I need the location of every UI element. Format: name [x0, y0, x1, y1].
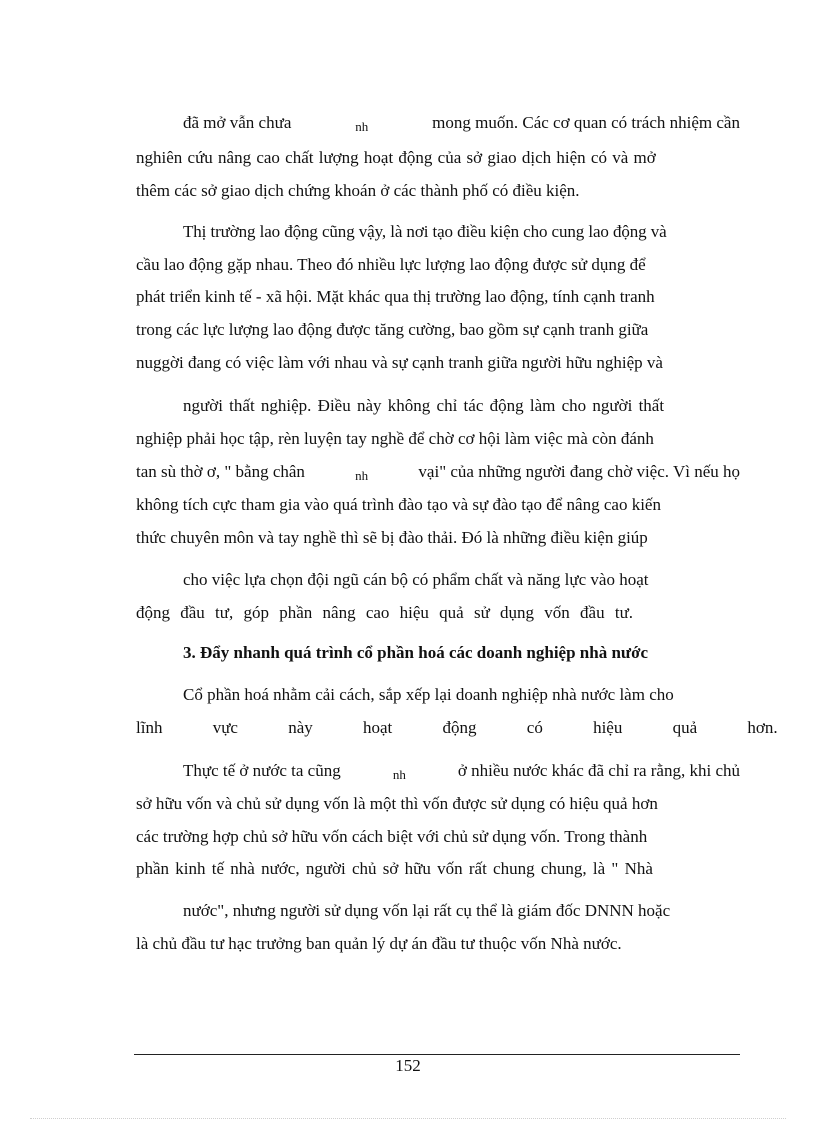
text-line: nước", nhưng người sử dụng vốn lại rất cụ thể là giám đốc DNNN hoặc [183, 901, 671, 920]
text-line: là chủ đầu tư hạc trưởng ban quản lý dự án đầu tư thuộc vốn Nhà nước. [136, 934, 622, 953]
text-line: Cổ phần hoá nhằm cải cách, sắp xếp lại doanh nghiệp nhà nước làm cho [183, 685, 674, 704]
text-line: thêm các sở giao dịch chứng khoán ở các thành phố có điều kiện. [136, 181, 580, 200]
text-line: Thị trường lao động cũng vậy, là nơi tạo điều kiện cho cung lao động và [183, 222, 667, 241]
section-heading: 3. Đẩy nhanh quá trình cổ phần hoá các doanh nghiệp nhà nước [183, 643, 649, 662]
text-segment: vại" của những người đang chờ việc. Vì nếu họ [418, 462, 740, 481]
text-segment: nh [355, 119, 369, 134]
text-segment: mong muốn. Các cơ quan có trách nhiệm cần [432, 113, 740, 132]
text-segment: Thực tế ở nước ta cũng [183, 761, 341, 780]
text-segment: nh [355, 468, 369, 483]
page-number: 152 [395, 1056, 421, 1075]
text-segment: đã mở vẫn chưa [183, 113, 292, 132]
text-line: không tích cực tham gia vào quá trình đào tạo và sự đào tạo để nâng cao kiến [136, 495, 661, 514]
text-line [183, 112, 740, 134]
text-line: người thất nghiệp. Điều này không chỉ tác động làm cho người thất [183, 396, 665, 415]
footer-rule [134, 1054, 740, 1055]
text-segment: tan sù thờ ơ, " bằng chân [136, 462, 305, 481]
page-edge-dots [30, 1118, 786, 1119]
text-segment: nh [392, 767, 406, 782]
text-segment: ở nhiều nước khác đã chỉ ra rằng, khi chủ [457, 761, 740, 780]
text-line: nghiệp phải học tập, rèn luyện tay nghề để chờ cơ hội làm việc mà còn đánh [136, 429, 654, 448]
text-line: cho việc lựa chọn đội ngũ cán bộ có phẩm chất và năng lực vào hoạt [183, 570, 649, 589]
text-line [183, 760, 740, 782]
text-line: lĩnh vực này hoạt động có hiệu quả hơn. [136, 718, 778, 737]
text-line: cầu lao động gặp nhau. Theo đó nhiều lực lượng lao động được sử dụng để [136, 255, 646, 274]
text-line: sở hữu vốn và chủ sử dụng vốn là một thì vốn được sử dụng có hiệu quả hơn [136, 794, 658, 813]
text-line: thức chuyên môn và tay nghề thì sẽ bị đào thải. Đó là những điều kiện giúp [136, 528, 648, 547]
text-line: phần kinh tế nhà nước, người chủ sở hữu vốn rất chung chung, là " Nhà [136, 859, 653, 878]
text-line: động đầu tư, góp phần nâng cao hiệu quả sử dụng vốn đầu tư. [136, 603, 634, 622]
text-line [136, 461, 740, 483]
text-line: các trường hợp chủ sở hữu vốn cách biệt với chủ sử dụng vốn. Trong thành [136, 827, 648, 846]
text-line: phát triển kinh tế - xã hội. Mặt khác qua thị trường lao động, tính cạnh tranh [136, 287, 655, 306]
text-line: trong các lực lượng lao động được tăng cường, bao gồm sự cạnh tranh giữa [136, 320, 649, 339]
text-line: nuggời đang có việc làm với nhau và sự cạnh tranh giữa người hữu nghiệp và [136, 353, 663, 372]
text-line: nghiên cứu nâng cao chất lượng hoạt động của sở giao dịch hiện có và mở [136, 148, 656, 167]
